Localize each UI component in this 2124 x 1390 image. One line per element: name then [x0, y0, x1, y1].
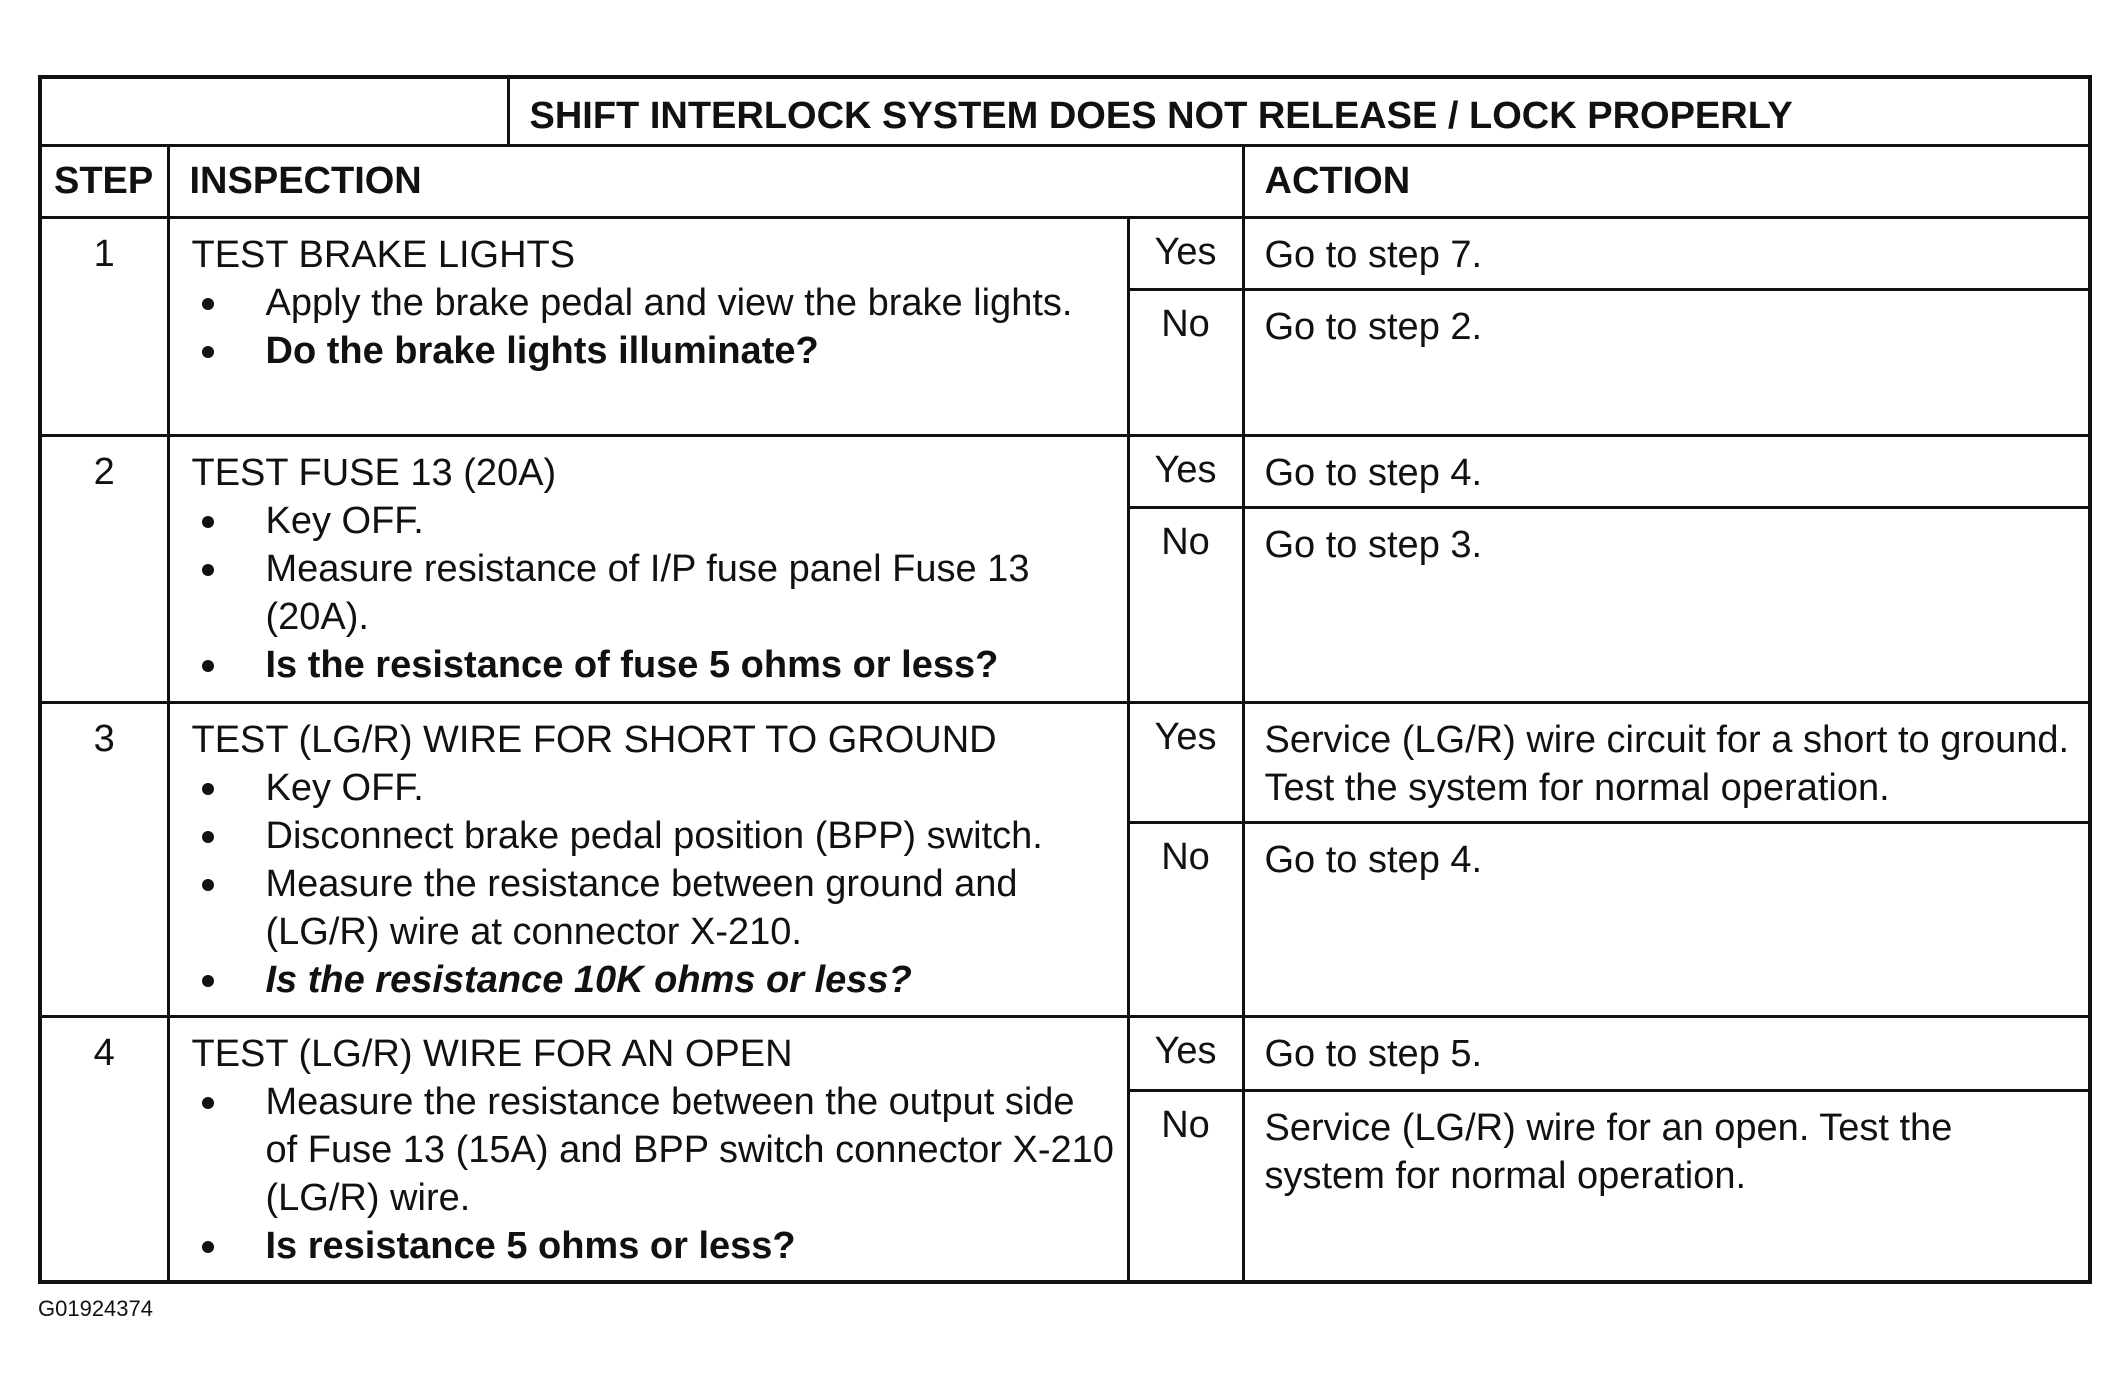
- step-2-yes-row: [40, 435, 2090, 507]
- table-title: SHIFT INTERLOCK SYSTEM DOES NOT RELEASE / LOCK PROPERLY: [508, 77, 2090, 145]
- step-bullet: Measure the resistance between the output side of Fuse 13 (15A) and BPP switch connector X-210 (LG/R) wire.: [192, 1078, 1117, 1222]
- no-label: No: [1128, 1090, 1243, 1281]
- step-bullet: Apply the brake pedal and view the brake lights.: [192, 279, 1117, 327]
- step-bullet: Key OFF.: [192, 497, 1117, 545]
- step-4-yes-row: [40, 1016, 2090, 1090]
- no-label: No: [1128, 507, 1243, 702]
- step-number: 3: [40, 702, 168, 1016]
- step-bullet: Measure the resistance between ground and (LG/R) wire at connector X-210.: [192, 860, 1117, 956]
- yes-action: Service (LG/R) wire circuit for a short to ground. Test the system for normal operation.: [1243, 702, 2090, 822]
- step-title: TEST FUSE 13 (20A): [191, 451, 557, 494]
- step-question: Is the resistance of fuse 5 ohms or less?: [192, 641, 1117, 689]
- step-inspection: [168, 217, 1128, 435]
- header-row: [40, 145, 2090, 217]
- step-number: 4: [40, 1016, 168, 1282]
- yes-label: Yes: [1128, 1016, 1243, 1090]
- step-question: Do the brake lights illuminate?: [192, 327, 1117, 375]
- step-bullets: [192, 1078, 1117, 1270]
- step-title: TEST (LG/R) WIRE FOR SHORT TO GROUND: [191, 718, 997, 761]
- no-action: Go to step 2.: [1243, 289, 2090, 435]
- title-row: [40, 77, 2090, 145]
- no-label: No: [1128, 289, 1243, 435]
- step-title: TEST (LG/R) WIRE FOR AN OPEN: [191, 1032, 793, 1075]
- yes-label: Yes: [1128, 217, 1243, 289]
- yes-action: Go to step 7.: [1243, 217, 2090, 289]
- no-action: Go to step 3.: [1243, 507, 2090, 702]
- step-inspection: [168, 1016, 1128, 1282]
- yes-label: Yes: [1128, 435, 1243, 507]
- step-bullets: [192, 497, 1117, 689]
- step-number: 2: [40, 435, 168, 702]
- step-question: Is the resistance 10K ohms or less?: [192, 956, 1117, 1004]
- yes-action: Go to step 5.: [1243, 1016, 2090, 1090]
- step-3-yes-row: [40, 702, 2090, 822]
- step-inspection: [168, 435, 1128, 702]
- step-bullets: [192, 764, 1117, 1004]
- step-question: Is resistance 5 ohms or less?: [192, 1222, 1117, 1270]
- header-action: ACTION: [1243, 145, 2090, 217]
- step-bullet: Measure resistance of I/P fuse panel Fuse 13 (20A).: [192, 545, 1117, 641]
- no-action: Go to step 4.: [1243, 822, 2090, 1016]
- step-title: TEST BRAKE LIGHTS: [191, 233, 576, 276]
- step-bullet: Key OFF.: [192, 764, 1117, 812]
- yes-action: Go to step 4.: [1243, 435, 2090, 507]
- header-step: STEP: [40, 145, 168, 217]
- diagnostic-sheet: [38, 75, 2088, 1271]
- yes-label: Yes: [1128, 702, 1243, 822]
- figure-id: G01924374: [38, 1296, 153, 1321]
- diagnostic-table: [38, 75, 2092, 1284]
- no-action: Service (LG/R) wire for an open. Test the system for normal operation.: [1243, 1090, 2090, 1281]
- step-inspection: [168, 702, 1128, 1016]
- title-blank-cell: [40, 77, 508, 145]
- no-label: No: [1128, 822, 1243, 1016]
- step-bullets: [192, 279, 1117, 375]
- header-inspection: INSPECTION: [168, 145, 1243, 217]
- step-bullet: Disconnect brake pedal position (BPP) switch.: [192, 812, 1117, 860]
- step-1-yes-row: [40, 217, 2090, 289]
- step-number: 1: [40, 217, 168, 435]
